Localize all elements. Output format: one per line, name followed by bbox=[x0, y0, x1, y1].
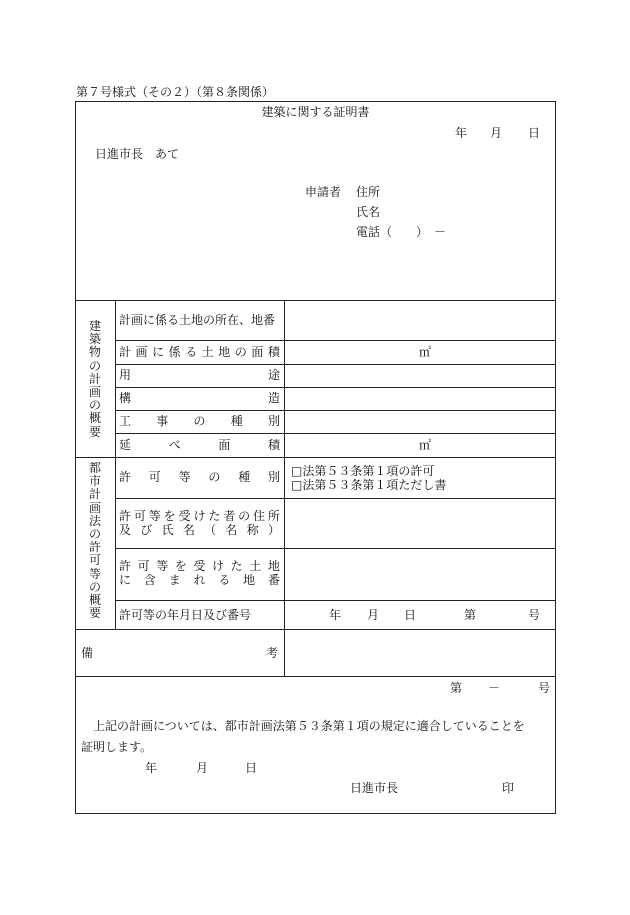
cert-number-suffix: 号 bbox=[538, 681, 551, 695]
section-divider bbox=[75, 629, 556, 630]
document-title: 建築に関する証明書 bbox=[261, 105, 370, 119]
remarks-bottom-line bbox=[75, 676, 556, 677]
date-year-label: 年 bbox=[455, 126, 468, 140]
applicant-phone-label: 電話（ ） － bbox=[356, 225, 447, 239]
issuer: 日進市長 bbox=[350, 781, 399, 795]
section2-row-label: 許可等の年月日及び番号 bbox=[119, 608, 252, 622]
date-month-label: 月 bbox=[490, 126, 503, 140]
row-divider bbox=[115, 548, 556, 549]
row-divider bbox=[115, 340, 556, 341]
applicant-name-label: 氏名 bbox=[356, 205, 381, 219]
remarks-label-left: 備 bbox=[81, 646, 94, 660]
section1-row-label: 計 画 に 係 る 土 地 の 面 積 bbox=[119, 345, 280, 359]
section1-title: 建築物の計画の概要 bbox=[88, 319, 101, 439]
cert-number-dash: － bbox=[488, 681, 501, 695]
form-label: 第７号様式（その２）（第８条関係） bbox=[76, 85, 275, 99]
applicant-label: 申請者 bbox=[305, 185, 342, 199]
applicant-address-label: 住所 bbox=[356, 185, 381, 199]
permit-date-year: 年 bbox=[329, 608, 342, 622]
section2-title: 都市計画法の許可等の概要 bbox=[88, 461, 101, 621]
section2-row-label: 及 び 氏 名 （ 名 称 ） bbox=[119, 523, 280, 537]
area-unit: ㎡ bbox=[419, 345, 432, 359]
row-divider bbox=[115, 410, 556, 411]
permit-number-prefix: 第 bbox=[464, 608, 477, 622]
section2-row-label: 許 可 等 の 種 別 bbox=[119, 470, 280, 484]
permit-option: □法第５３条第１項の許可 bbox=[291, 464, 435, 478]
section1-row-label: 計画に係る土地の所在、地番 bbox=[119, 313, 276, 327]
row-divider bbox=[115, 433, 556, 434]
permit-date-day: 日 bbox=[404, 608, 417, 622]
label-column-line bbox=[284, 300, 285, 676]
date-day-label: 日 bbox=[528, 126, 541, 140]
section1-row-label: 延 べ 面 積 bbox=[119, 438, 280, 452]
section2-row-label: に 含 ま れ る 地 番 bbox=[119, 573, 280, 587]
row-divider bbox=[115, 600, 556, 601]
permit-number-suffix: 号 bbox=[528, 608, 541, 622]
remarks-label-right: 考 bbox=[266, 646, 279, 660]
statement-line-2: 証明します。 bbox=[81, 740, 153, 754]
section2-row-label: 許 可 等 を 受 け た 土 地 bbox=[119, 559, 280, 573]
section1-row-label: 工 事 の 種 別 bbox=[119, 414, 280, 428]
section1-row-label: 用 途 bbox=[119, 368, 280, 382]
cert-number-prefix: 第 bbox=[450, 681, 463, 695]
cert-date-day: 日 bbox=[245, 761, 258, 775]
permit-option: □法第５３条第１項ただし書 bbox=[291, 478, 447, 492]
row-divider bbox=[115, 364, 556, 365]
cert-date-month: 月 bbox=[196, 761, 209, 775]
section-title-column-line bbox=[115, 300, 116, 629]
table-top-line bbox=[75, 300, 556, 301]
section1-row-label: 構 造 bbox=[119, 391, 280, 405]
cert-date-year: 年 bbox=[145, 761, 158, 775]
section-divider bbox=[75, 457, 556, 458]
floor-area-unit: ㎡ bbox=[419, 438, 432, 452]
row-divider bbox=[115, 387, 556, 388]
row-divider bbox=[115, 498, 556, 499]
statement-line-1: 上記の計画については、都市計画法第５３条第１項の規定に適合していることを bbox=[93, 719, 525, 733]
permit-date-month: 月 bbox=[367, 608, 380, 622]
addressee: 日進市長 あて bbox=[95, 147, 180, 161]
seal-mark: 印 bbox=[502, 781, 515, 795]
section2-row-label: 許 可 等 を 受 け た 者 の 住 所 bbox=[119, 509, 280, 523]
